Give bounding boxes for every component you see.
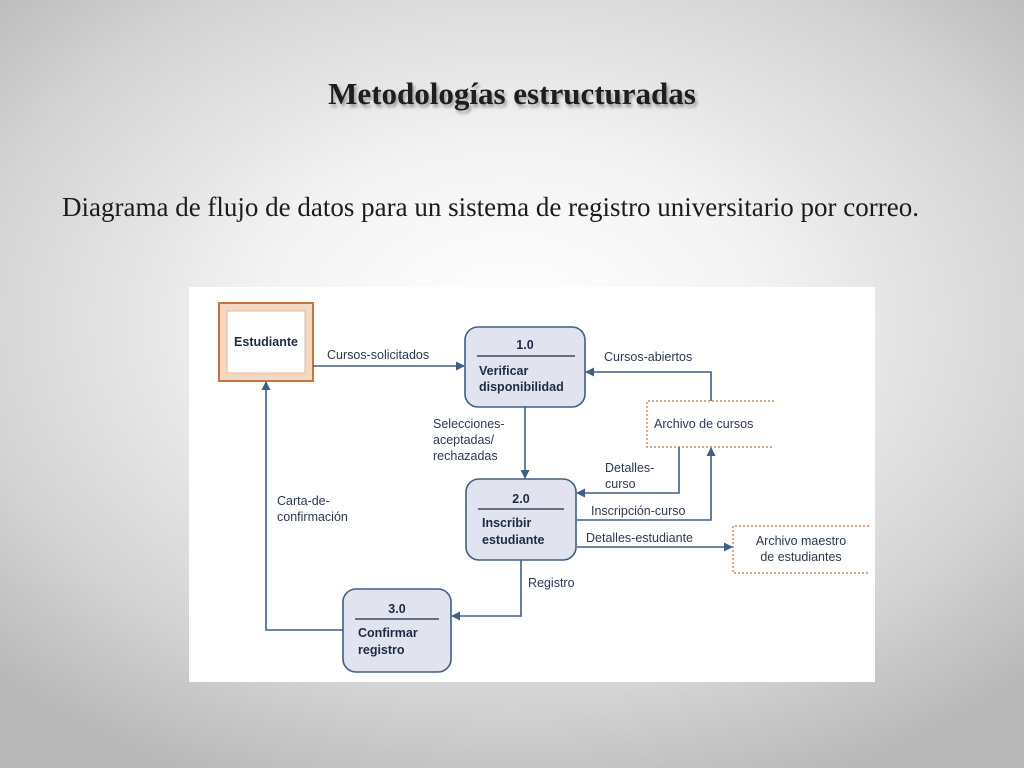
- flow-selecciones: [433, 407, 525, 478]
- flow-label-line2: curso: [605, 477, 636, 491]
- flow-label: Registro: [528, 576, 575, 590]
- flow-label-line1: Carta-de-: [277, 494, 330, 508]
- process-1-0: [465, 327, 585, 407]
- process-id: 2.0: [512, 492, 530, 506]
- flow-label: Cursos-abiertos: [604, 350, 693, 364]
- process-3-0: [343, 589, 451, 672]
- store-archivo-de-cursos: [647, 401, 774, 447]
- data-flow-diagram: [189, 287, 875, 682]
- flow-carta-de-confirmacion: [266, 382, 348, 630]
- process-id: 1.0: [516, 338, 534, 352]
- flow-registro: [452, 560, 575, 616]
- flow-label-line1: Detalles-: [605, 461, 655, 475]
- flow-label: Inscripción-curso: [591, 504, 686, 518]
- process-name-line1: Confirmar: [358, 626, 418, 640]
- diagram-canvas: [189, 287, 875, 682]
- process-name-line2: estudiante: [482, 533, 545, 547]
- process-name-line1: Inscribir: [482, 516, 532, 530]
- process-id: 3.0: [388, 602, 406, 616]
- store-label: Archivo de cursos: [654, 417, 754, 431]
- process-name-line2: disponibilidad: [479, 380, 564, 394]
- process-name-line2: registro: [358, 643, 405, 657]
- flow-label-line2: aceptadas/: [433, 433, 495, 447]
- entity-label: Estudiante: [234, 335, 298, 349]
- flow-label-line3: rechazadas: [433, 449, 498, 463]
- store-label-line2: de estudiantes: [760, 550, 842, 564]
- flow-cursos-abiertos: [586, 350, 711, 401]
- flow-label-line1: Selecciones-: [433, 417, 505, 431]
- flow-cursos-solicitados: [313, 348, 464, 366]
- slide-title: Metodologías estructuradas: [328, 76, 696, 111]
- process-name-line1: Verificar: [479, 364, 529, 378]
- store-archivo-maestro: [733, 526, 869, 573]
- flow-label: Detalles-estudiante: [586, 531, 694, 545]
- flow-detalles-curso: [577, 447, 679, 493]
- flow-inscripcion-curso: [577, 448, 711, 520]
- slide-description: Diagrama de flujo de datos para un sistema de registro universitario por correo.: [62, 192, 919, 222]
- flow-label-line2: confirmación: [277, 510, 348, 524]
- flow-detalles-estudiante: [577, 531, 732, 547]
- flow-label: Cursos-solicitados: [327, 348, 430, 362]
- entity-estudiante: [219, 303, 313, 381]
- store-label-line1: Archivo maestro: [755, 534, 847, 548]
- process-2-0: [466, 479, 576, 560]
